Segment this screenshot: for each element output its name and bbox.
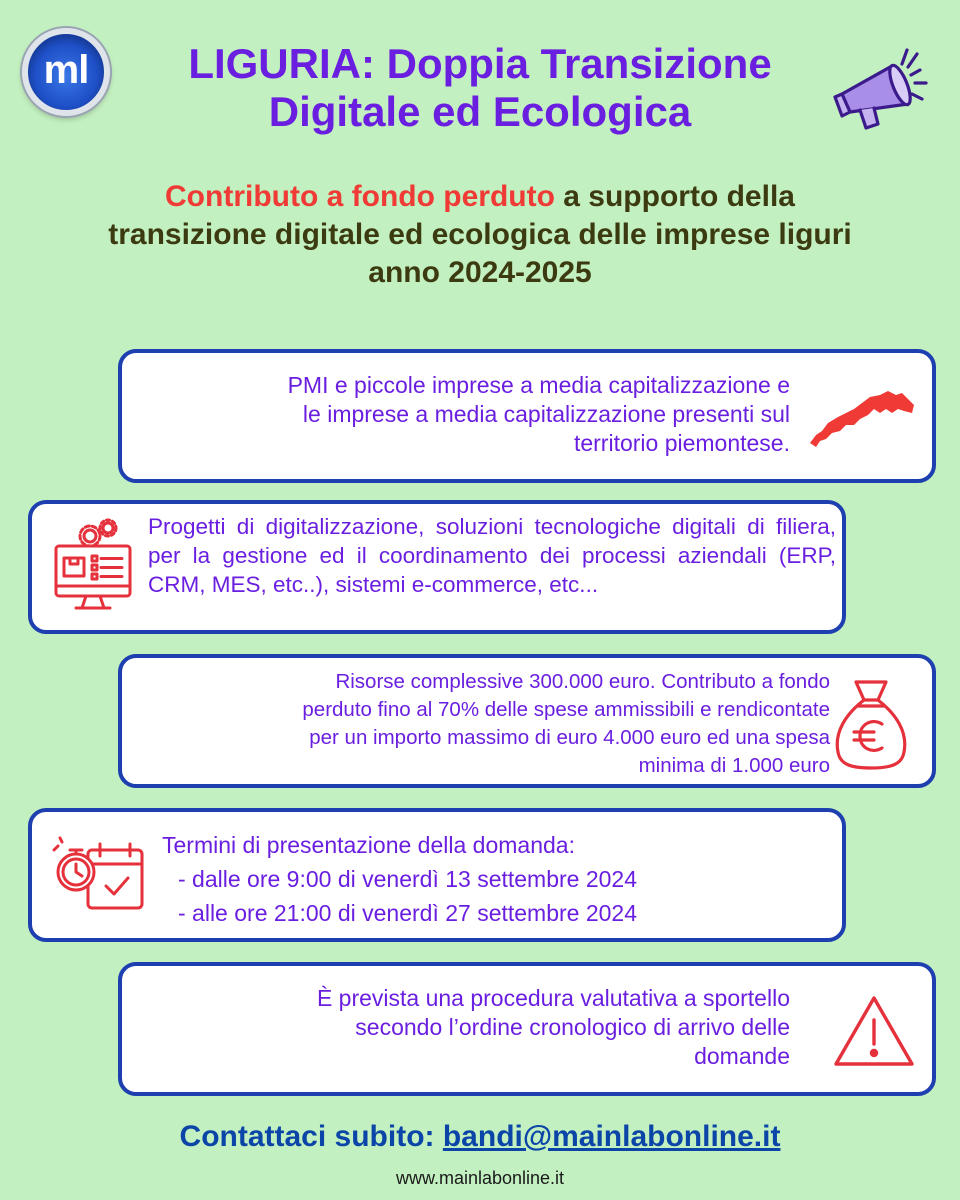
info-card-resources <box>118 654 936 788</box>
calendar-clock-icon <box>52 834 148 920</box>
page-title <box>140 40 820 136</box>
subtitle-line-3: anno 2024-2025 <box>368 256 592 289</box>
card-line: minima di 1.000 euro <box>638 754 830 777</box>
deadline-heading: Termini di presentazione della domanda: <box>162 832 575 858</box>
card-line: PMI e piccole imprese a media capitalizzazione e <box>287 372 790 398</box>
card-text: Progetti di digitalizzazione, soluzioni tecnologiche digitali di filiera, per la gestione ed il coordinamento dei processi aziendali (ERP, CRM, MES, etc..), sistemi e-commerce, etc... <box>148 514 836 597</box>
title-line-2: Digitale ed Ecologica <box>268 88 692 135</box>
subtitle-rest: a supporto della <box>554 180 795 213</box>
card-text <box>142 371 790 458</box>
info-card-deadlines <box>28 808 846 942</box>
logo-text: ml <box>43 48 89 92</box>
title-line-1: LIGURIA: Doppia Transizione <box>188 40 772 87</box>
liguria-map-icon <box>808 383 918 453</box>
contact-label: Contattaci subito: <box>179 1120 443 1153</box>
card-line: territorio piemontese. <box>573 430 790 456</box>
megaphone-icon <box>820 28 940 148</box>
logo <box>22 28 110 116</box>
money-bag-euro-icon <box>828 674 914 774</box>
contact-line <box>0 1120 960 1154</box>
card-line: È prevista una procedura valutativa a sportello <box>316 985 790 1011</box>
card-line: secondo l’ordine cronologico di arrivo delle <box>355 1014 790 1040</box>
card-text <box>162 828 822 930</box>
website-link[interactable]: www.mainlabonline.it <box>395 1168 565 1188</box>
deadline-start: - dalle ore 9:00 di venerdì 13 settembre 2024 <box>178 866 638 892</box>
info-card-projects <box>28 500 846 634</box>
card-line: per un importo massimo di euro 4.000 euro ed una spesa <box>309 726 830 749</box>
info-card-procedure <box>118 962 936 1096</box>
card-text <box>142 984 790 1071</box>
info-card-beneficiaries <box>118 349 936 483</box>
subtitle <box>0 178 960 292</box>
subtitle-highlight: Contributo a fondo perduto <box>165 180 555 213</box>
deadline-end: - alle ore 21:00 di venerdì 27 settembre 2024 <box>178 900 638 926</box>
card-line: perduto fino al 70% delle spese ammissibili e rendicontate <box>302 698 830 721</box>
subtitle-line-2: transizione digitale ed ecologica delle imprese liguri <box>108 218 852 251</box>
contact-email-link[interactable]: bandi@mainlabonline.it <box>442 1120 781 1153</box>
card-line: domande <box>694 1043 790 1069</box>
digital-process-icon <box>50 518 136 614</box>
card-text <box>142 668 830 780</box>
card-line: Risorse complessive 300.000 euro. Contributo a fondo <box>335 670 830 693</box>
warning-icon <box>832 992 916 1070</box>
card-line: le imprese a media capitalizzazione presenti sul <box>302 401 790 427</box>
